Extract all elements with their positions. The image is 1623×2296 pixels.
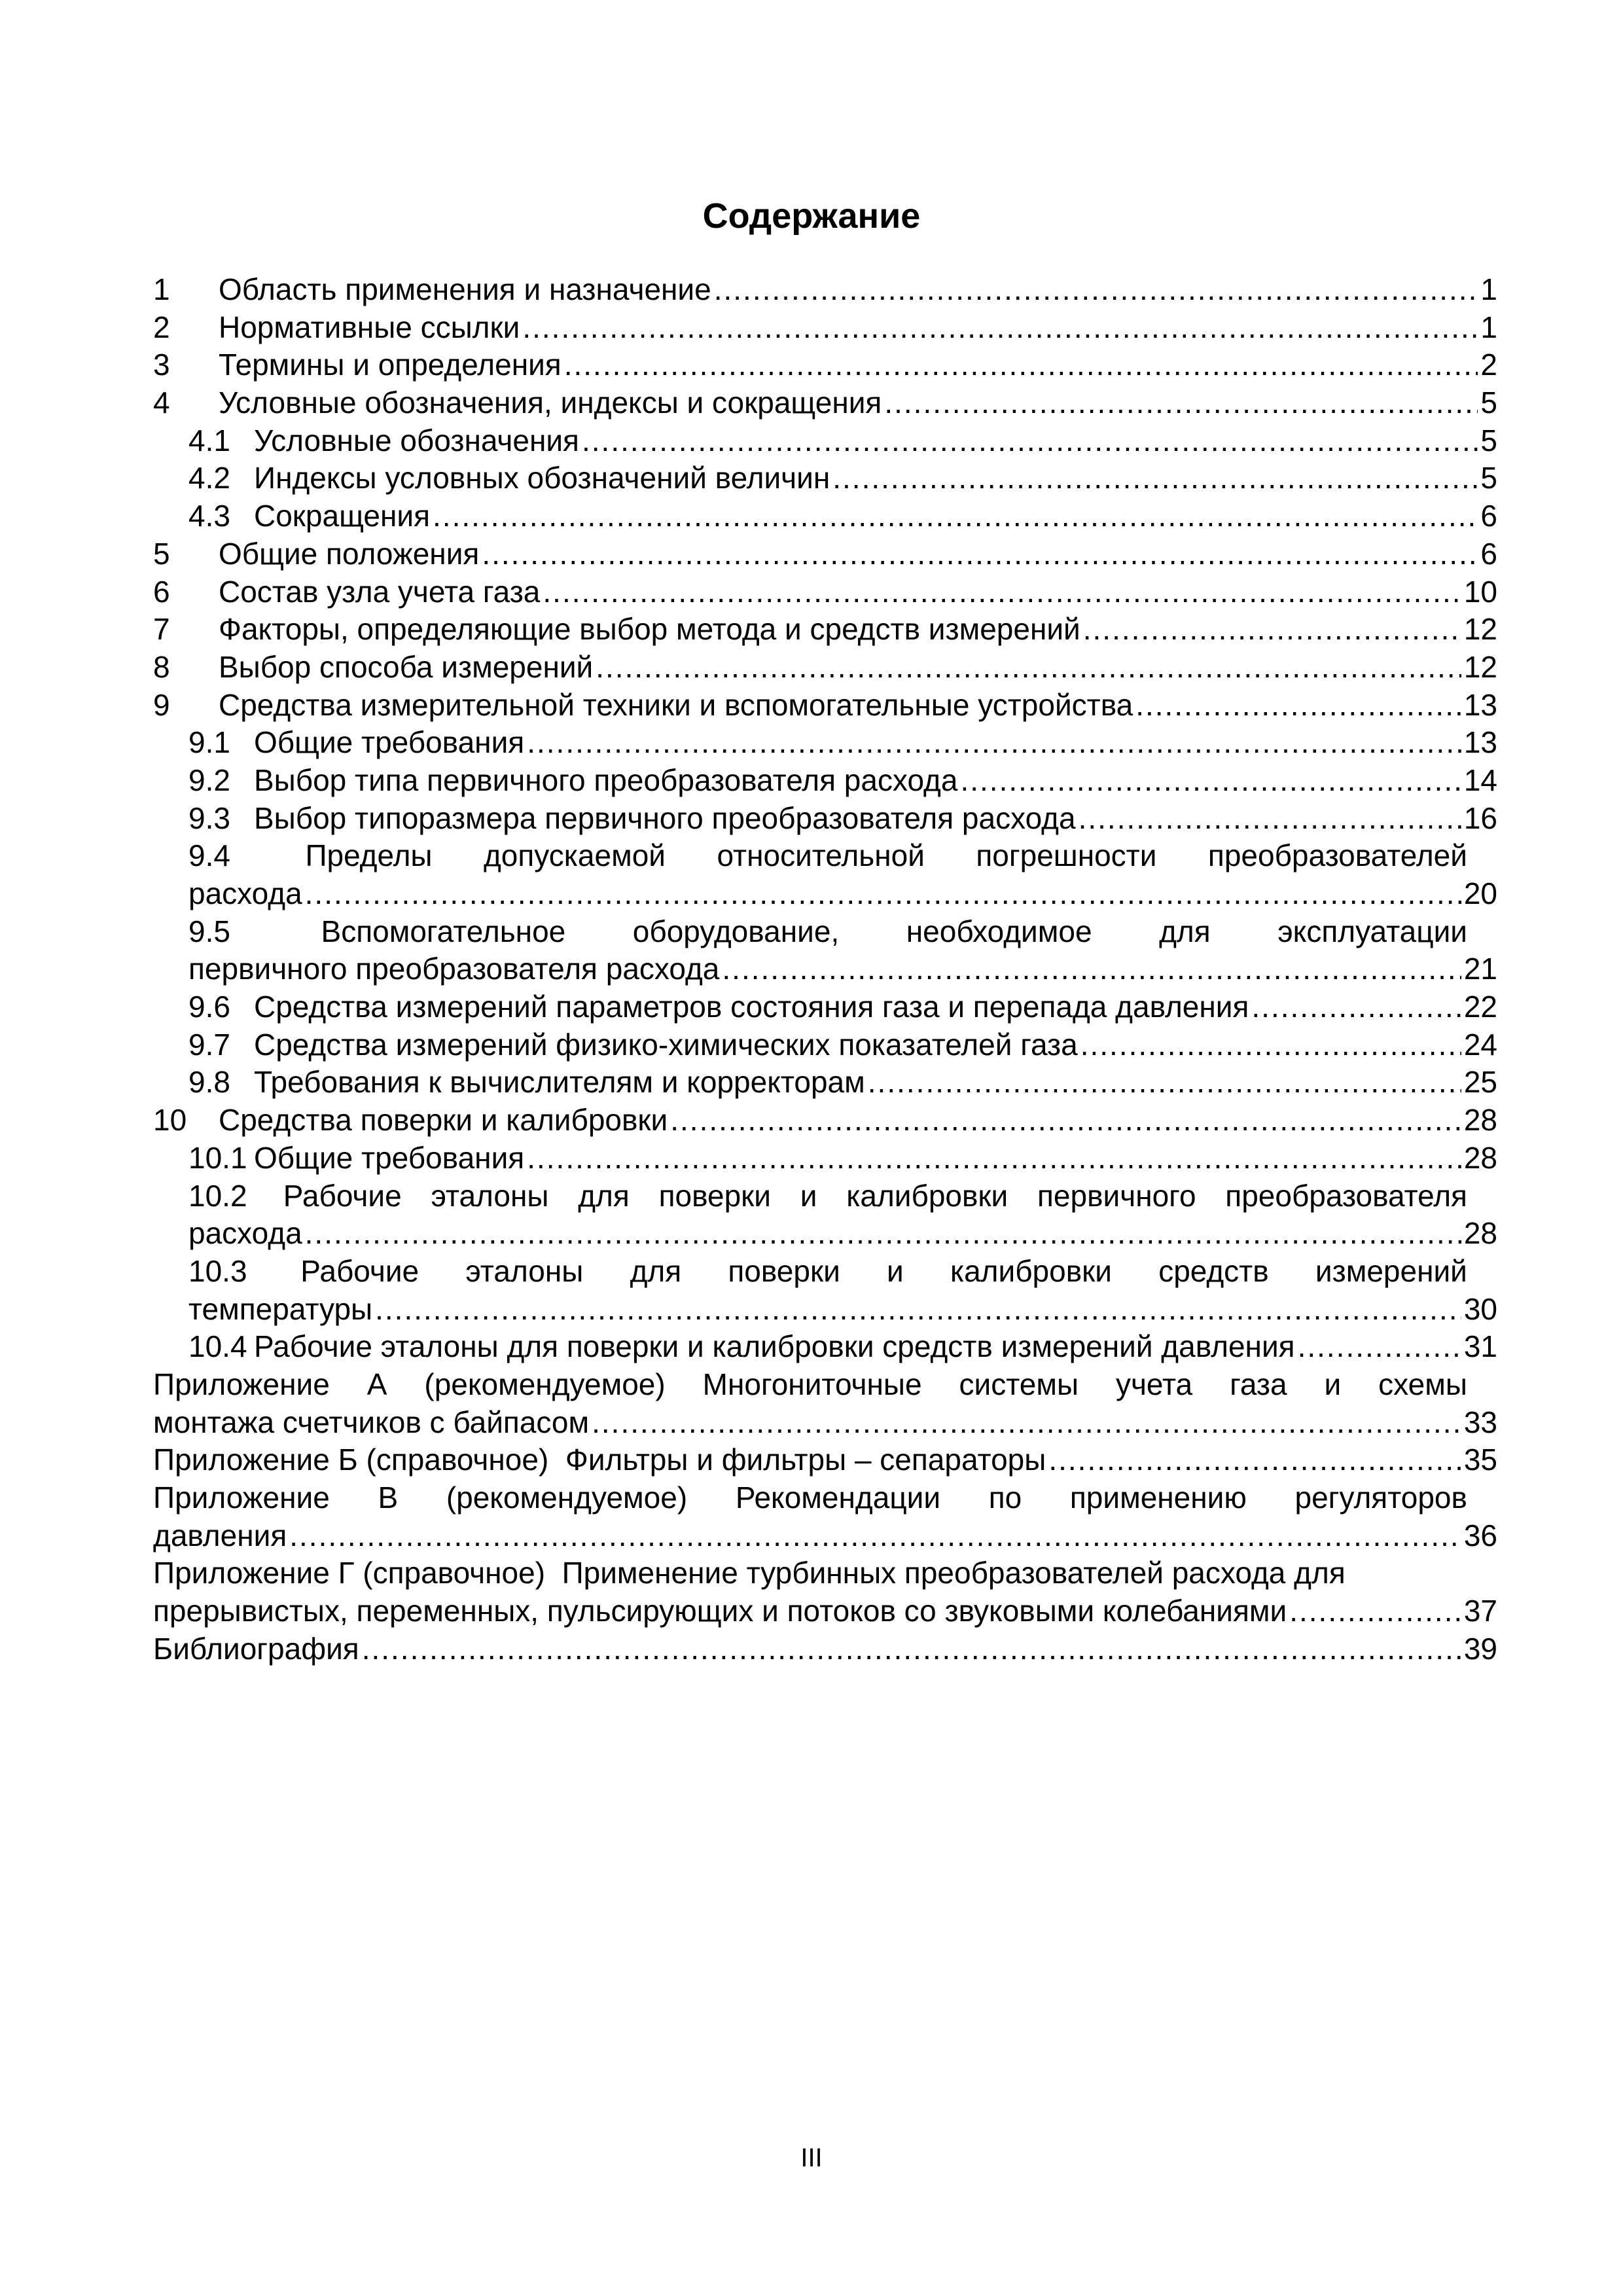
toc-appendix-a-line1[interactable] — [153, 1366, 1497, 1404]
toc-appendix-g-line2[interactable] — [153, 1592, 1497, 1630]
toc-entry-4[interactable] — [153, 384, 1497, 422]
toc-word: преобразователя — [1225, 1178, 1467, 1213]
toc-entry-page: 21 — [1463, 952, 1497, 986]
dot-leader — [305, 1215, 1461, 1253]
toc-word: преобразователей — [1207, 838, 1467, 873]
toc-entry-9-2[interactable] — [153, 762, 1497, 800]
toc-bibliography[interactable] — [153, 1630, 1497, 1668]
toc-word: А — [366, 1367, 387, 1401]
toc-word: (рекомендуемое) — [424, 1367, 666, 1401]
toc-entry-page: 12 — [1463, 649, 1497, 684]
toc-entry-number: 3 — [153, 348, 170, 382]
toc-word: Рабочие — [283, 1178, 402, 1213]
dot-leader — [868, 1064, 1461, 1102]
toc-entry-4-2[interactable] — [153, 459, 1497, 497]
toc-entry-page: 36 — [1463, 1518, 1497, 1552]
toc-word: Вспомогательное — [321, 914, 566, 948]
toc-entry-title: Индексы условных обозначений величин — [254, 461, 830, 495]
toc-word: допускаемой — [483, 838, 666, 873]
toc-word: Пределы — [305, 838, 433, 873]
toc-entry-title: Общие требования — [254, 725, 525, 760]
toc-entry-continuation: расхода — [188, 876, 302, 910]
toc-entry-page: 5 — [1480, 461, 1497, 495]
dot-leader — [592, 1404, 1461, 1442]
toc-word: и — [887, 1253, 904, 1288]
toc-entry-9-5-line2[interactable] — [153, 950, 1497, 988]
toc-entry-7[interactable] — [153, 611, 1497, 649]
toc-entry-9-8[interactable] — [153, 1064, 1497, 1102]
toc-entry-9-7[interactable] — [153, 1026, 1497, 1064]
dot-leader — [1079, 800, 1461, 838]
toc-word: эталоны — [465, 1253, 584, 1288]
toc-entry-title: Приложение Б (справочное) Фильтры и фильтры – сепараторы — [153, 1443, 1046, 1477]
toc-entry-page: 1 — [1480, 272, 1497, 306]
toc-word: поверки — [658, 1178, 771, 1213]
toc-entry-9-4-line1[interactable] — [153, 837, 1497, 875]
toc-entry-number: 9.1 — [188, 725, 230, 760]
toc-entry-title: Состав узла учета газа — [219, 574, 541, 609]
dot-leader — [375, 1291, 1461, 1329]
toc-word: Приложение — [153, 1367, 330, 1401]
toc-entry-title: Условные обозначения — [254, 423, 579, 457]
toc-entry-page: 5 — [1480, 423, 1497, 457]
toc-entry-10[interactable] — [153, 1102, 1497, 1139]
toc-word: В — [378, 1480, 399, 1515]
toc-entry-title: Общие положения — [219, 536, 480, 571]
toc-entry-page: 16 — [1463, 800, 1497, 835]
toc-word: необходимое — [906, 914, 1092, 948]
dot-leader — [305, 875, 1461, 913]
toc-entry-9-5-line1[interactable] — [153, 913, 1497, 951]
toc-word: Рабочие — [300, 1253, 419, 1288]
dot-leader — [1298, 1328, 1461, 1366]
toc-entry-number: 9.2 — [188, 762, 230, 797]
toc-word: Рекомендации — [735, 1480, 941, 1515]
toc-entry-continuation: монтажа счетчиков с байпасом — [153, 1405, 590, 1439]
toc-word: средств — [1158, 1253, 1269, 1288]
toc-entry-10-2-line1[interactable] — [153, 1177, 1497, 1215]
toc-entry-title: Средства поверки и калибровки — [219, 1103, 668, 1138]
toc-entry-number: 9 — [153, 687, 170, 722]
toc-entry-title: Выбор типоразмера первичного преобразователя расхода — [254, 800, 1076, 835]
toc-entry-title: Общие требования — [254, 1140, 525, 1175]
dot-leader — [1083, 611, 1461, 649]
toc-word: учета — [1115, 1367, 1193, 1401]
toc-entry-page: 30 — [1463, 1291, 1497, 1326]
dot-leader — [1289, 1592, 1461, 1630]
toc-word: поверки — [728, 1253, 840, 1288]
toc-entry-number: 10.3 — [188, 1253, 247, 1288]
toc-entry-number: 10.2 — [188, 1178, 247, 1213]
toc-entry-number: 10.4 — [188, 1329, 247, 1364]
toc-word: первичного — [1037, 1178, 1196, 1213]
toc-entry-8[interactable] — [153, 649, 1497, 687]
toc-entry-page: 22 — [1463, 990, 1497, 1024]
toc-word: измерений — [1315, 1253, 1467, 1288]
toc-entry-title: Рабочие эталоны для поверки и калибровки средств измерений давления — [254, 1329, 1295, 1364]
toc-entry-page: 33 — [1463, 1405, 1497, 1439]
toc-entry-3[interactable] — [153, 346, 1497, 384]
toc-entry-title: Средства измерительной техники и вспомогательные устройства — [219, 687, 1133, 722]
toc-entry-5[interactable] — [153, 535, 1497, 573]
toc-entry-number: 9.7 — [188, 1027, 230, 1062]
dot-leader — [1080, 1026, 1461, 1064]
toc-word: эксплуатации — [1277, 914, 1467, 948]
toc-word: калибровки — [846, 1178, 1008, 1213]
toc-entry-title: Нормативные ссылки — [219, 310, 520, 344]
dot-leader — [832, 459, 1478, 497]
toc-entry-continuation: давления — [153, 1518, 287, 1552]
toc-word: эталоны — [431, 1178, 549, 1213]
toc-entry-continuation: первичного преобразователя расхода — [188, 952, 720, 986]
dot-leader — [527, 724, 1461, 762]
toc-entry-page: 28 — [1463, 1216, 1497, 1251]
toc-entry-number: 5 — [153, 536, 170, 571]
toc-entry-title: Приложение Г (справочное) Применение турбинных преобразователей расхода для — [153, 1556, 1346, 1590]
table-of-contents — [153, 271, 1497, 1668]
toc-entry-page: 35 — [1463, 1443, 1497, 1477]
dot-leader — [362, 1630, 1461, 1668]
toc-word: относительной — [717, 838, 925, 873]
toc-entry-title: Средства измерений параметров состояния газа и перепада давления — [254, 990, 1249, 1024]
toc-appendix-g-line1[interactable] — [153, 1554, 1497, 1592]
toc-entry-number: 4.3 — [188, 499, 230, 533]
toc-entry-number: 10 — [153, 1103, 187, 1138]
dot-leader — [596, 649, 1461, 687]
dot-leader — [433, 497, 1478, 535]
toc-entry-page: 20 — [1463, 876, 1497, 910]
toc-word: (рекомендуемое) — [446, 1480, 688, 1515]
toc-entry-page: 37 — [1463, 1594, 1497, 1628]
toc-entry-page: 39 — [1463, 1631, 1497, 1666]
toc-entry-page: 6 — [1480, 499, 1497, 533]
dot-leader — [670, 1102, 1461, 1139]
toc-entry-1[interactable] — [153, 271, 1497, 309]
dot-leader — [482, 535, 1478, 573]
toc-entry-number: 7 — [153, 612, 170, 647]
toc-word: газа — [1230, 1367, 1287, 1401]
toc-entry-10-4[interactable] — [153, 1328, 1497, 1366]
toc-appendix-v-line2[interactable] — [153, 1517, 1497, 1555]
toc-entry-number: 4.2 — [188, 461, 230, 495]
toc-entry-4-1[interactable] — [153, 422, 1497, 460]
toc-entry-2[interactable] — [153, 309, 1497, 347]
toc-entry-page: 14 — [1463, 762, 1497, 797]
toc-entry-10-3-line1[interactable] — [153, 1253, 1497, 1291]
toc-entry-page: 28 — [1463, 1140, 1497, 1175]
toc-entry-page: 24 — [1463, 1027, 1497, 1062]
toc-entry-continuation: прерывистых, переменных, пульсирующих и потоков со звуковыми колебаниями — [153, 1594, 1287, 1628]
toc-entry-page: 10 — [1463, 574, 1497, 609]
toc-word: и — [1324, 1367, 1342, 1401]
dot-leader — [722, 950, 1461, 988]
toc-word: системы — [959, 1367, 1079, 1401]
dot-leader — [1048, 1441, 1461, 1479]
dot-leader — [960, 762, 1461, 800]
toc-entry-9-1[interactable] — [153, 724, 1497, 762]
dot-leader — [884, 384, 1478, 422]
dot-leader — [527, 1139, 1461, 1177]
toc-entry-title: Условные обозначения, индексы и сокращения — [219, 386, 882, 420]
toc-word: оборудование, — [632, 914, 840, 948]
toc-entry-page: 1 — [1480, 310, 1497, 344]
toc-word: и — [800, 1178, 817, 1213]
dot-leader — [289, 1517, 1461, 1555]
toc-entry-9-6[interactable] — [153, 988, 1497, 1026]
toc-entry-title: Область применения и назначение — [219, 272, 711, 306]
toc-entry-page: 25 — [1463, 1065, 1497, 1100]
toc-entry-number: 9.5 — [188, 914, 230, 948]
toc-appendix-a-line2[interactable] — [153, 1404, 1497, 1442]
toc-entry-title: Термины и определения — [219, 348, 562, 382]
toc-entry-number: 4 — [153, 386, 170, 420]
toc-entry-title: Факторы, определяющие выбор метода и средств измерений — [219, 612, 1080, 647]
toc-entry-number: 9.8 — [188, 1065, 230, 1100]
toc-entry-page: 31 — [1463, 1329, 1497, 1364]
dot-leader — [714, 271, 1478, 309]
toc-word: для — [578, 1178, 630, 1213]
dot-leader — [1251, 988, 1461, 1026]
toc-entry-6[interactable] — [153, 573, 1497, 611]
toc-word: калибровки — [950, 1253, 1112, 1288]
toc-entry-number: 9.4 — [188, 838, 230, 873]
toc-word: Приложение — [153, 1480, 330, 1515]
toc-entry-title: Сокращения — [254, 499, 431, 533]
toc-entry-number: 9.3 — [188, 800, 230, 835]
toc-entry-title: Требования к вычислителям и корректорам — [254, 1065, 865, 1100]
toc-entry-title: Выбор способа измерений — [219, 649, 594, 684]
toc-entry-10-3-line2[interactable] — [153, 1291, 1497, 1329]
toc-word: Многониточные — [702, 1367, 922, 1401]
toc-entry-number: 8 — [153, 649, 170, 684]
toc-word: погрешности — [976, 838, 1157, 873]
toc-appendix-b[interactable] — [153, 1441, 1497, 1479]
toc-entry-number: 6 — [153, 574, 170, 609]
toc-entry-number: 2 — [153, 310, 170, 344]
toc-entry-9-4-line2[interactable] — [153, 875, 1497, 913]
toc-entry-9-3[interactable] — [153, 800, 1497, 838]
toc-entry-title: Библиография — [153, 1631, 359, 1666]
toc-entry-title: Выбор типа первичного преобразователя расхода — [254, 762, 958, 797]
toc-entry-page: 2 — [1480, 348, 1497, 382]
page-title: Содержание — [702, 196, 921, 236]
toc-entry-page: 5 — [1480, 386, 1497, 420]
dot-leader — [1135, 687, 1461, 725]
toc-word: применению — [1069, 1480, 1247, 1515]
toc-entry-number: 4.1 — [188, 423, 230, 457]
toc-entry-page: 12 — [1463, 612, 1497, 647]
dot-leader — [522, 309, 1478, 347]
toc-entry-4-3[interactable] — [153, 497, 1497, 535]
toc-entry-continuation: температуры — [188, 1291, 373, 1326]
toc-entry-number: 1 — [153, 272, 170, 306]
toc-entry-page: 6 — [1480, 536, 1497, 571]
toc-entry-number: 10.1 — [188, 1140, 247, 1175]
toc-entry-page: 28 — [1463, 1103, 1497, 1138]
toc-word: для — [1159, 914, 1211, 948]
toc-entry-continuation: расхода — [188, 1216, 302, 1251]
toc-word: по — [988, 1480, 1022, 1515]
dot-leader — [582, 422, 1478, 460]
toc-entry-9[interactable] — [153, 687, 1497, 725]
toc-entry-10-1[interactable] — [153, 1139, 1497, 1177]
toc-entry-page: 13 — [1463, 725, 1497, 760]
toc-word: схемы — [1378, 1367, 1467, 1401]
toc-appendix-v-line1[interactable] — [153, 1479, 1497, 1517]
toc-word: для — [630, 1253, 682, 1288]
toc-entry-10-2-line2[interactable] — [153, 1215, 1497, 1253]
dot-leader — [564, 346, 1478, 384]
dot-leader — [543, 573, 1461, 611]
toc-entry-number: 9.6 — [188, 990, 230, 1024]
toc-word: регуляторов — [1294, 1480, 1467, 1515]
page-number: III — [800, 2144, 823, 2172]
toc-entry-title: Средства измерений физико-химических показателей газа — [254, 1027, 1078, 1062]
toc-entry-page: 13 — [1463, 687, 1497, 722]
